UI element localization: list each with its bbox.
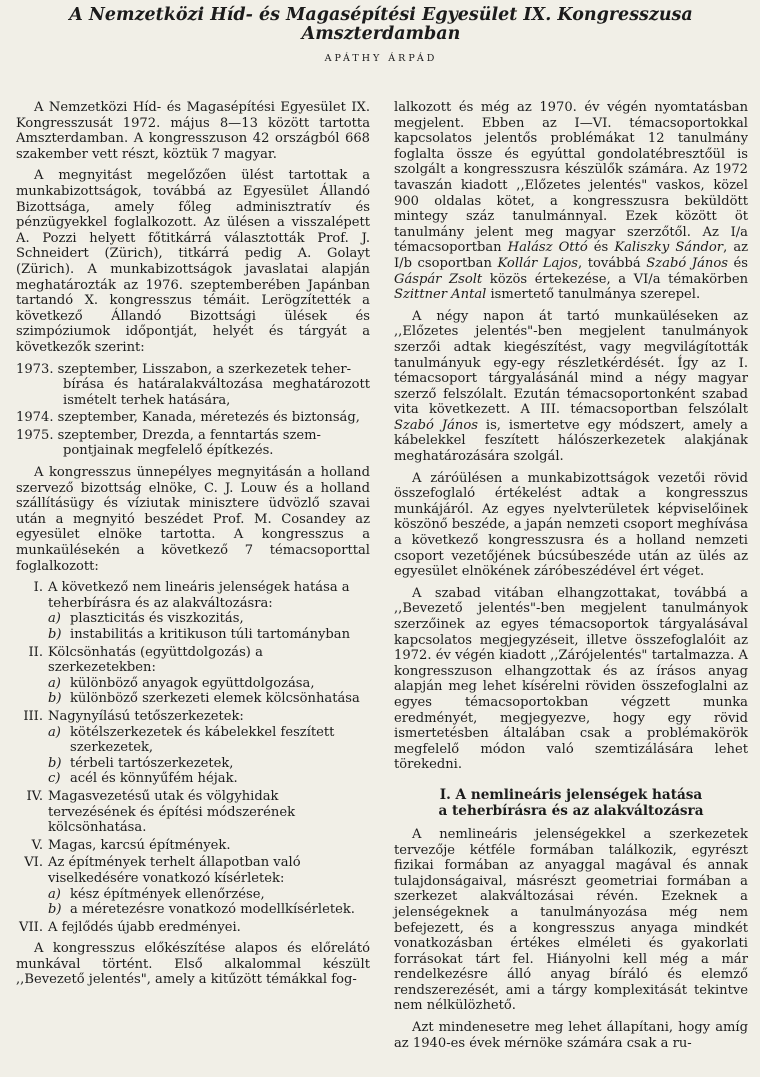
topic-subitem-text: kötélszerkezetek és kábelekkel feszített szerkezetek, (70, 724, 335, 756)
topic-group (16, 789, 370, 836)
topic-subitem (48, 887, 370, 903)
author-name: Gáspár Zsolt (394, 271, 483, 287)
topic-group-number: VI. (24, 855, 43, 871)
topic-group (16, 838, 370, 854)
author-name: Szabó János (646, 255, 728, 271)
topic-subitem-text: térbeli tartószerkezetek, (70, 755, 234, 771)
topic-group (16, 580, 370, 642)
topic-groups-list (16, 580, 370, 935)
topic-subitem-text: plaszticitás és viszkozitás, (70, 611, 244, 627)
topic-subitem-text: kész építmények ellenőrzése, (70, 886, 265, 902)
article-author: APÁTHY ÁRPÁD (324, 53, 438, 64)
topic-group-title: Kölcsönhatás (együttdolgozás) a szerkezetekben: (48, 644, 263, 676)
topic-group (16, 645, 370, 707)
topic-subitem-letter: a) (48, 724, 61, 740)
topic-subitem (48, 691, 370, 707)
paragraph: A záróülésen a munkabizottságok vezetői rövid összefoglaló értékelést adtak a kongresszus munkájáról. Az egyes nyelvterületek képviselőinek köszönő beszéde, a japán nemzeti csoport meghívása a következő kongresszusra és a holland nemzeti csoport vezetőjének búcsúbeszéde után az ülés az egyesület elnökének záróbeszédével ért véget. (394, 470, 749, 580)
author-name: Kollár Lajos (497, 255, 579, 271)
topic-group (16, 855, 370, 917)
author-name: Szabó János (394, 417, 478, 433)
author-name: Halász Ottó (507, 240, 588, 256)
paragraph: A kongresszus ünnepélyes megnyitásán a holland szervező bizottság elnöke, C. J. Louw és a holland szállításügy és víziutak minisztere üdvözlő szavai után a megnyitó beszédet Prof. M. Cosandey az egyesület elnöke tartotta. A kongresszus a munkaülésekén a következő 7 témacsoporttal foglalkozott: (16, 465, 370, 574)
topic-subitem (48, 902, 370, 918)
date-entry: 1974. szeptember, Kanada, méretezés és biztonság, (16, 410, 360, 426)
paragraph: A nemlineáris jelenségekkel a szerkezetek tervezője kétféle formában találkozik, egyrészt fizikai formában az anyaggal magával és annak tulajdonságaival, másrészt geometriai formában a szerkezet alakváltozásai révén. Ezeknek a jelenségeknek a tanulmányozása még nem befejezett, és a kongresszus anyaga mindkét vonatkozásban értékes elméleti és gyakorlati forrásokat tárt fel. Hiányolni kell még a már rendelkezésre álló anyag bíráló és elemző rendszerezését, ami a tárgy komplexitását tekintve nem nélkülözhető. (394, 826, 748, 1014)
topic-group-number: III. (23, 708, 43, 724)
paragraph: A megnyitást megelőzően ülést tartottak a munkabizottságok, továbbá az Egyesület Állandó Bizottsága, amely főleg adminisztratív és pénzügyekkel foglalkozott. Az ülésen a visszalépett A. Pozzi helyett főtitkárrá választották Prof. J. Schneidert (Zürich), titkárrá pedig A. Golayt (Zürich). A munkabizottságok javaslatai alapján meghatározták az 1976. szeptemberében Japánban tartandó X. kongresszus témáit. Lerögzítették a következő Állandó Bizottsági ülések és szimpóziumok időpontját, helyét és tárgyát a következők szerint: (16, 168, 370, 355)
paragraph: A négy napon át tartó munkaüléseken az ,,Előzetes jelentés"-ben megjelent tanulmányok szerzői adtak kiegészítést, vagy megvilágították tanulmányuk egy-egy részletkérdését. Így az I. témacsoport tárgyalásánál mind a négy magyar szerző felszólalt. Ezután témacsoportonként szabad vita következett. A III. témacsoportban felszólalt Szabó János is, ismertetve egy módszert, amely a kábelekkel feszített hálószerkezetek alakjának meghatározására szolgál. (394, 308, 748, 465)
paragraph: A kongresszus előkészítése alapos és előrelátó munkával történt. Első alkalommal készült ,,Bevezető jelentés", amely a kitűzött témákkal fog- (16, 941, 370, 988)
topic-group-title: Nagynyílású tetőszerkezetek: (48, 708, 244, 724)
topic-subitem-letter: a) (48, 886, 61, 902)
topic-group-number: IV. (26, 788, 43, 804)
topic-subitem-letter: b) (48, 627, 62, 642)
topic-subitem (48, 756, 370, 772)
section-heading: I. A nemlineáris jelenségek hatása a teherbírásra és az alakváltozásra (438, 786, 704, 819)
topic-group-title: A következő nem lineáris jelenségek hatása a teherbírásra és az alakváltozásra: (48, 580, 350, 611)
topic-subitem-text: különböző anyagok együttdolgozása, (70, 675, 315, 691)
topic-subitem-letter: b) (48, 902, 62, 918)
topic-subitem-letter: b) (48, 691, 62, 707)
topic-group-title: Magasvezetésű utak és völgyhidak tervezésének és építési módszerének kölcsönhatása. (48, 788, 296, 836)
topic-group (16, 920, 370, 936)
topic-group-number: V. (31, 837, 43, 853)
topic-group-number: VII. (19, 919, 43, 935)
topic-subitem (48, 627, 370, 643)
topic-group-number: I. (33, 580, 43, 596)
topic-subitem-letter: c) (48, 771, 61, 787)
topic-subitem (48, 725, 370, 756)
topic-subitem-letter: b) (48, 755, 62, 771)
paragraph: A szabad vitában elhangzottakat, továbbá a ,,Bevezető jelentés"-ben megjelent tanulmányok szerzőinek az egyes témacsoportok tárgyalásával kapcsolatos megjegyzéseit, illetve összefoglalóit az 1972. év végén kiadott ,,Zárójelentés" tartalmazza. A kongresszuson elhangzottak és az írásos anyag alapján meg lehet kísérelni röviden összefoglalni az egyes témacsoportokban végzett munka eredményét, megjegyezve, hogy egy rövid ismertetésben általában csak a problémakörök megfelelő módon való szemtizálására lehet törekedni. (394, 585, 748, 773)
topic-group-title: Magas, karcsú építmények. (48, 837, 231, 853)
author-name: Kaliszky Sándor (614, 240, 724, 256)
author-name: Szittner Antal (394, 287, 487, 303)
topic-subitem (48, 771, 370, 787)
meeting-dates (16, 362, 370, 460)
topic-subitem-text: különböző szerkezeti elemek kölcsönhatása (70, 691, 360, 707)
topic-subitem-letter: a) (48, 675, 61, 691)
date-entry: 1975. szeptember, Drezda, a fenntartás szem- pontjainak megfelelő építkezés. (16, 427, 321, 459)
topic-group-title: A fejlődés újabb eredményei. (48, 919, 241, 935)
topic-group (16, 709, 370, 787)
paragraph: A Nemzetközi Híd- és Magasépítési Egyesület IX. Kongresszusát 1972. május 8—13 között tartotta Amszterdamban. A kongresszuson 42 országból 668 szakember vett részt, köztük 7 magyar. (16, 100, 370, 162)
right-column (394, 100, 748, 1057)
topic-group-number: II. (28, 644, 43, 660)
article-title: A Nemzetközi Híd- és Magasépítési Egyesület IX. Kongresszusa Amszterdamban (69, 5, 693, 44)
topic-subitem-text: acél és könnyűfém héjak. (70, 771, 238, 787)
paragraph: Azt mindenesetre meg lehet állapítani, hogy amíg az 1940-es évek mérnöke számára csak a ru- (394, 1020, 748, 1051)
topic-subitem-text: instabilitás a kritikuson túli tartományban (70, 627, 351, 642)
topic-subitem-letter: a) (48, 611, 61, 627)
topic-group-title: Az építmények terhelt állapotban való viselkedésére vonatkozó kísérletek: (48, 855, 301, 886)
left-column (16, 100, 370, 994)
paragraph: lalkozott és még az 1970. év végén nyomtatásban megjelent. Ebben az I—VI. témacsoportokkal kapcsolatos jelentős problémákat 12 tanulmány foglalta össze és egyúttal gondolatébresztőül is szolgált a kongresszusra készülők számára. Az 1972 tavaszán kiadott ,,Előzetes jelentés" vaskos, közel 900 oldalas kötet, a kongresszusra beküldött mintegy száz tanulmánnyal. Ezek között öt tanulmány jelent meg magyar szerzőtől. Az I/a témacsoportban Halász Ottó és Kaliszky Sándor, az I/b csoportban Kollár Lajos, továbbá Szabó János és Gáspár Zsolt közös értekezése, a VI/a témakörben Szittner Antal ismertető tanulmánya szerepel. (394, 100, 749, 303)
topic-subitem (48, 676, 370, 692)
topic-subitem-text: a méretezésre vonatkozó modellkísérletek. (70, 902, 355, 918)
date-entry: 1973. szeptember, Lisszabon, a szerkezetek teher- bírása és határalakváltozása meghatározott ismételt terhek hatására, (16, 361, 370, 408)
topic-subitem (48, 611, 370, 627)
